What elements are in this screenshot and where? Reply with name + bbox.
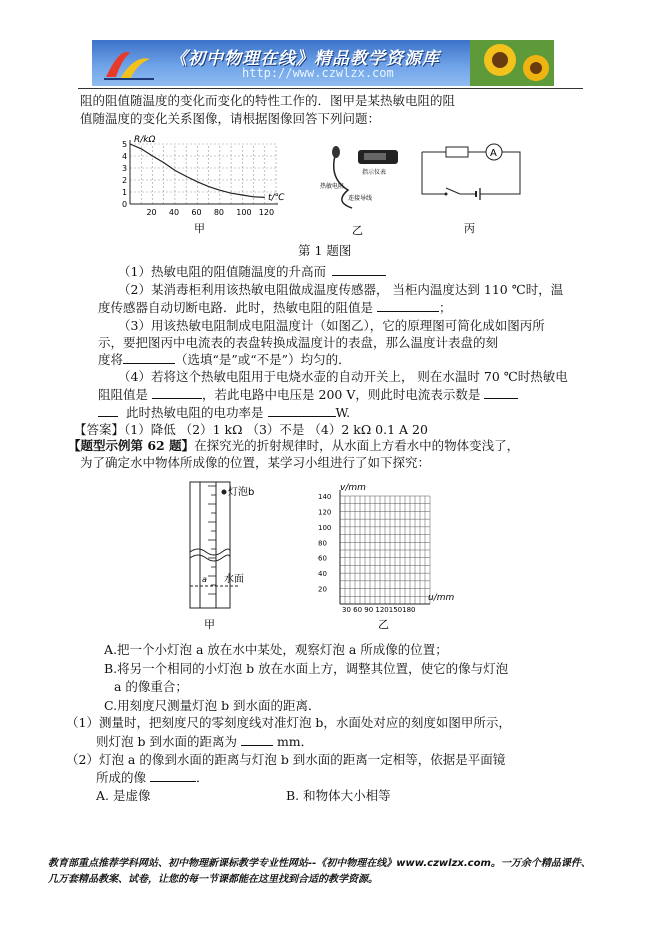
switch-icon [446,188,460,194]
thermistor-symbol [446,147,468,157]
coordinate-grid [340,496,430,604]
answer-blank-4b[interactable] [484,386,518,399]
answer-blank-5[interactable] [241,733,273,746]
bulb-a-mark: a [202,575,207,584]
question-4-line-1: （4）若将这个热敏电阻用于电烧水壶的自动开关上， 则在水温时 70 ℃时热敏电 [118,369,568,384]
v-tick-label: 20 [318,585,327,594]
sunflower-icon [470,40,554,86]
y-tick-label: 5 [122,140,128,149]
answer-blank-1[interactable] [332,263,386,276]
v-tick-label: 80 [318,539,327,548]
answer-blank-2[interactable] [377,299,439,312]
x-tick-label: 40 [168,208,180,217]
answer-blank-3[interactable] [123,351,175,364]
step-a: A.把一个小灯泡 a 放在水中某处，观察灯泡 a 所成像的位置； [104,642,448,657]
question-2-line-1: （2）某消毒柜利用该热敏电阻做成温度传感器， 当柜内温度达到 110 ℃时，温 [118,282,564,297]
question-3-line-1: （3）用该热敏电阻制成电阻温度计（如图乙），它的原理图可简化成如图丙所 [118,318,545,333]
example-line-2: 为了确定水中物体所成像的位置，某学习小组进行了如下探究： [80,455,431,470]
probe-label: 热敏电阻 [320,183,345,190]
answer-key: 【答案】（1）降低 （2）1 kΩ （3）不是 （4）2 kΩ 0.1 A 20 [74,422,428,437]
y-tick-label: 0 [122,200,128,209]
header-title: 《初中物理在线》精品教学资源库 [170,49,440,69]
v-tick-label: 100 [318,523,332,532]
wire-label: 连接导线 [348,195,373,202]
figure-2-label-jia: 甲 [204,618,215,631]
ammeter-label: A [490,148,497,159]
footer-line-2: 几万套精品教案、试卷，让您的每一节课都能在这里找到合适的教学资源。 [48,874,378,885]
header-banner [92,40,554,86]
v-tick-label: 40 [318,570,327,579]
y-axis-label: R/kΩ [134,135,156,145]
v-axis-label: v/mm [340,483,366,493]
step-b-line-2: a 的像重合； [114,679,188,694]
ruler-water-figure [180,474,290,634]
meter-label: 指示仪表 [362,169,387,176]
probe-icon [332,146,340,158]
v-tick-labels [318,493,331,594]
x-tick-label: 20 [146,208,157,217]
v-tick-label: 60 [318,554,327,563]
answer-blank-4d[interactable] [268,404,336,417]
y-tick-labels [122,140,127,209]
sub-question-1-line-1: （1）测量时，把刻度尺的零刻度线对准灯泡 b，水面处对应的刻度如图甲所示， [66,715,511,730]
circuit-figure [416,136,526,238]
sub-question-1-line-2: 则灯泡 b 到水面的距离为 mm． [96,734,314,749]
step-b-line-1: B.将另一个相同的小灯泡 b 放在水面上方，调整其位置，使它的像与灯泡 [104,661,509,676]
graph-grid [130,144,276,204]
answer-blank-4a[interactable] [152,386,202,399]
ruler-icon [200,482,216,608]
question-4-line-3: 此时热敏电阻的电功率是 W. [98,404,350,422]
figure-2-label-yi: 乙 [378,618,389,630]
bulb-b-icon [222,490,227,495]
step-c: C.用刻度尺测量灯泡 b 到水面的距离． [104,698,321,713]
figure-label-yi: 乙 [352,224,363,237]
x-tick-labels [146,208,274,217]
header-rule [78,88,583,89]
y-tick-label: 2 [122,176,128,185]
answer-blank-6[interactable] [150,769,196,782]
x-tick-label: 60 [191,208,202,217]
intro-line-1: 阻的阻值随温度的变化而变化的特性工作的．图甲是某热敏电阻的阻 [80,93,456,108]
answer-blank-4c[interactable] [98,404,118,417]
x-axis-label: t/℃ [268,193,285,203]
x-tick-label: 120 [258,208,275,217]
v-tick-label: 140 [318,493,332,501]
option-a[interactable]: A. 是虚像 [96,788,151,803]
y-tick-label: 1 [122,188,128,197]
example-line-1: 【题型示例第 62 题】在探究光的折射规律时，从水面上方看水中的物体变浅了， [68,438,520,453]
page-footer [48,856,591,888]
footer-line-1: 教育部重点推荐学科网站、初中物理新课标教学专业性网站--《初中物理在线》www.czwlzx.com。一万余个精品课件、 [48,858,591,869]
bulb-b-label: 灯泡b [228,487,255,498]
y-tick-label: 3 [122,164,128,173]
option-b[interactable]: B. 和物体大小相等 [286,788,391,803]
intro-line-2: 值随温度的变化关系图像，请根据图像回答下列问题： [80,111,381,126]
logo-icon [100,43,158,83]
header-url: http://www.czwlzx.com [242,66,394,80]
water-surface-label: 水面 [224,574,244,585]
sub-question-2-line-2: 所成的像 ． [96,770,209,785]
x-tick-label: 100 [236,208,252,217]
u-tick-labels: 30 60 90 120150180 [342,606,416,614]
sub-question-2-line-1: （2）灯泡 a 的像到水面的距离与灯泡 b 到水面的距离一定相等，依据是平面镜 [66,752,506,767]
thermistor-graph [118,132,293,240]
v-u-grid-figure [316,480,466,630]
question-1: （1）热敏电阻的阻值随温度的升高而 [118,263,386,281]
figure-label-bing: 丙 [464,222,475,235]
question-3-line-2: 示，要把图丙中电流表的表盘转换成温度计的表盘，那么温度计表盘的刻 [98,335,499,350]
question-3-line-3: 度将 （选填“是”或“不是”）均匀的． [98,352,351,367]
figure-label-jia: 甲 [194,222,205,235]
y-tick-label: 4 [122,152,128,161]
question-4-line-2: 阻阻值是 ，若此电路中电压是 200 V，则此时电流表示数是 [98,386,518,404]
thermometer-figure [318,138,408,238]
v-tick-label: 120 [318,508,332,517]
figure-1-caption: 第 1 题图 [298,243,352,258]
question-2-line-2: 度传感器自动切断电路．此时，热敏电阻的阻值是 ； [98,300,452,315]
x-tick-label: 80 [213,208,225,217]
u-axis-label: u/mm [428,593,455,603]
